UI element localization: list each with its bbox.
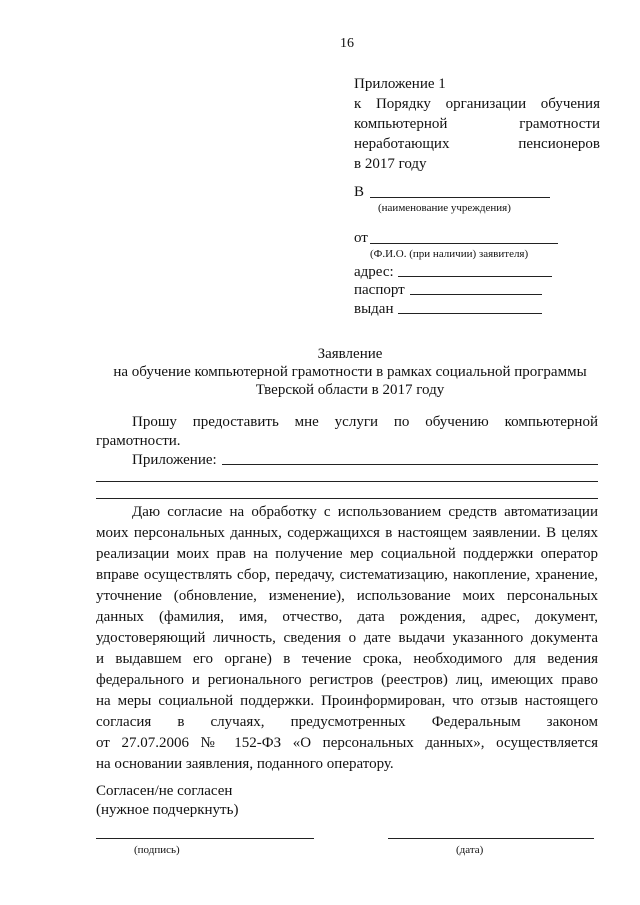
applicant-name-caption: (Ф.И.О. (при наличии) заявителя) [370, 248, 529, 260]
passport-line[interactable] [410, 294, 542, 295]
attachment-line[interactable] [96, 498, 598, 499]
consent-line: на основании заявления, поданного оператору. [96, 756, 394, 772]
consent-line: уточнение (обновление, изменение), использование моих персональных [96, 588, 598, 604]
agreement-choice[interactable]: Согласен/не согласен [96, 783, 233, 799]
agreement-hint: (нужное подчеркнуть) [96, 802, 239, 818]
issued-line[interactable] [398, 313, 542, 314]
date-line[interactable] [388, 838, 594, 839]
signature-caption: (подпись) [134, 844, 180, 856]
appendix-line: к Порядку организации обучения [354, 96, 600, 112]
attachment-line[interactable] [222, 464, 598, 465]
appendix-line: неработающих пенсионеров [354, 136, 600, 152]
consent-line: федерального и регионального регистров (реестров) лиц, имеющих право [96, 672, 598, 688]
request-text: грамотности. [96, 433, 181, 449]
date-caption: (дата) [456, 844, 484, 856]
attachment-line[interactable] [96, 481, 598, 482]
consent-line: удостоверяющий личность, сведения о дате выдачи указанного документа [96, 630, 598, 646]
consent-line: Даю согласие на обработку с использованием средств автоматизации [132, 504, 598, 520]
consent-line: и выдавшем его органе) в течение срока, необходимого для ведения [96, 651, 598, 667]
appendix-line: компьютерной грамотности [354, 116, 600, 132]
institution-line[interactable] [370, 197, 550, 198]
appendix-line: в 2017 году [354, 156, 427, 172]
passport-label: паспорт [354, 282, 405, 298]
document-title: Заявление [317, 346, 383, 362]
consent-line: данных (фамилия, имя, отчество, дата рождения, адрес, документ, [96, 609, 598, 625]
consent-line: моих персональных данных, содержащихся в настоящем заявлении. В целях [96, 525, 598, 541]
consent-line: согласия в случаях, предусмотренных Федеральным законом [96, 714, 598, 730]
from-prefix: от [354, 230, 368, 246]
consent-line: на меры социальной поддержки. Проинформирован, что отзыв настоящего [96, 693, 598, 709]
document-subtitle: Тверской области в 2017 году [255, 382, 445, 398]
page-number: 16 [340, 36, 354, 51]
to-prefix: В [354, 184, 365, 200]
document-subtitle: на обучение компьютерной грамотности в рамках социальной программы [113, 364, 587, 380]
issued-label: выдан [354, 301, 394, 317]
attachment-label: Приложение: [132, 452, 217, 468]
address-label: адрес: [354, 264, 394, 280]
request-text: Прошу предоставить мне услуги по обучению компьютерной [132, 414, 598, 430]
institution-caption: (наименование учреждения) [378, 202, 511, 214]
appendix-title: Приложение 1 [354, 76, 446, 92]
signature-line[interactable] [96, 838, 314, 839]
consent-line: реализации моих прав на получение мер социальной поддержки оператор [96, 546, 598, 562]
consent-line: вправе осуществлять сбор, передачу, систематизацию, накопление, хранение, [96, 567, 598, 583]
address-line[interactable] [398, 276, 552, 277]
consent-line: от 27.07.2006 № 152-ФЗ «О персональных данных», осуществляется [96, 735, 598, 751]
applicant-name-line[interactable] [370, 243, 558, 244]
